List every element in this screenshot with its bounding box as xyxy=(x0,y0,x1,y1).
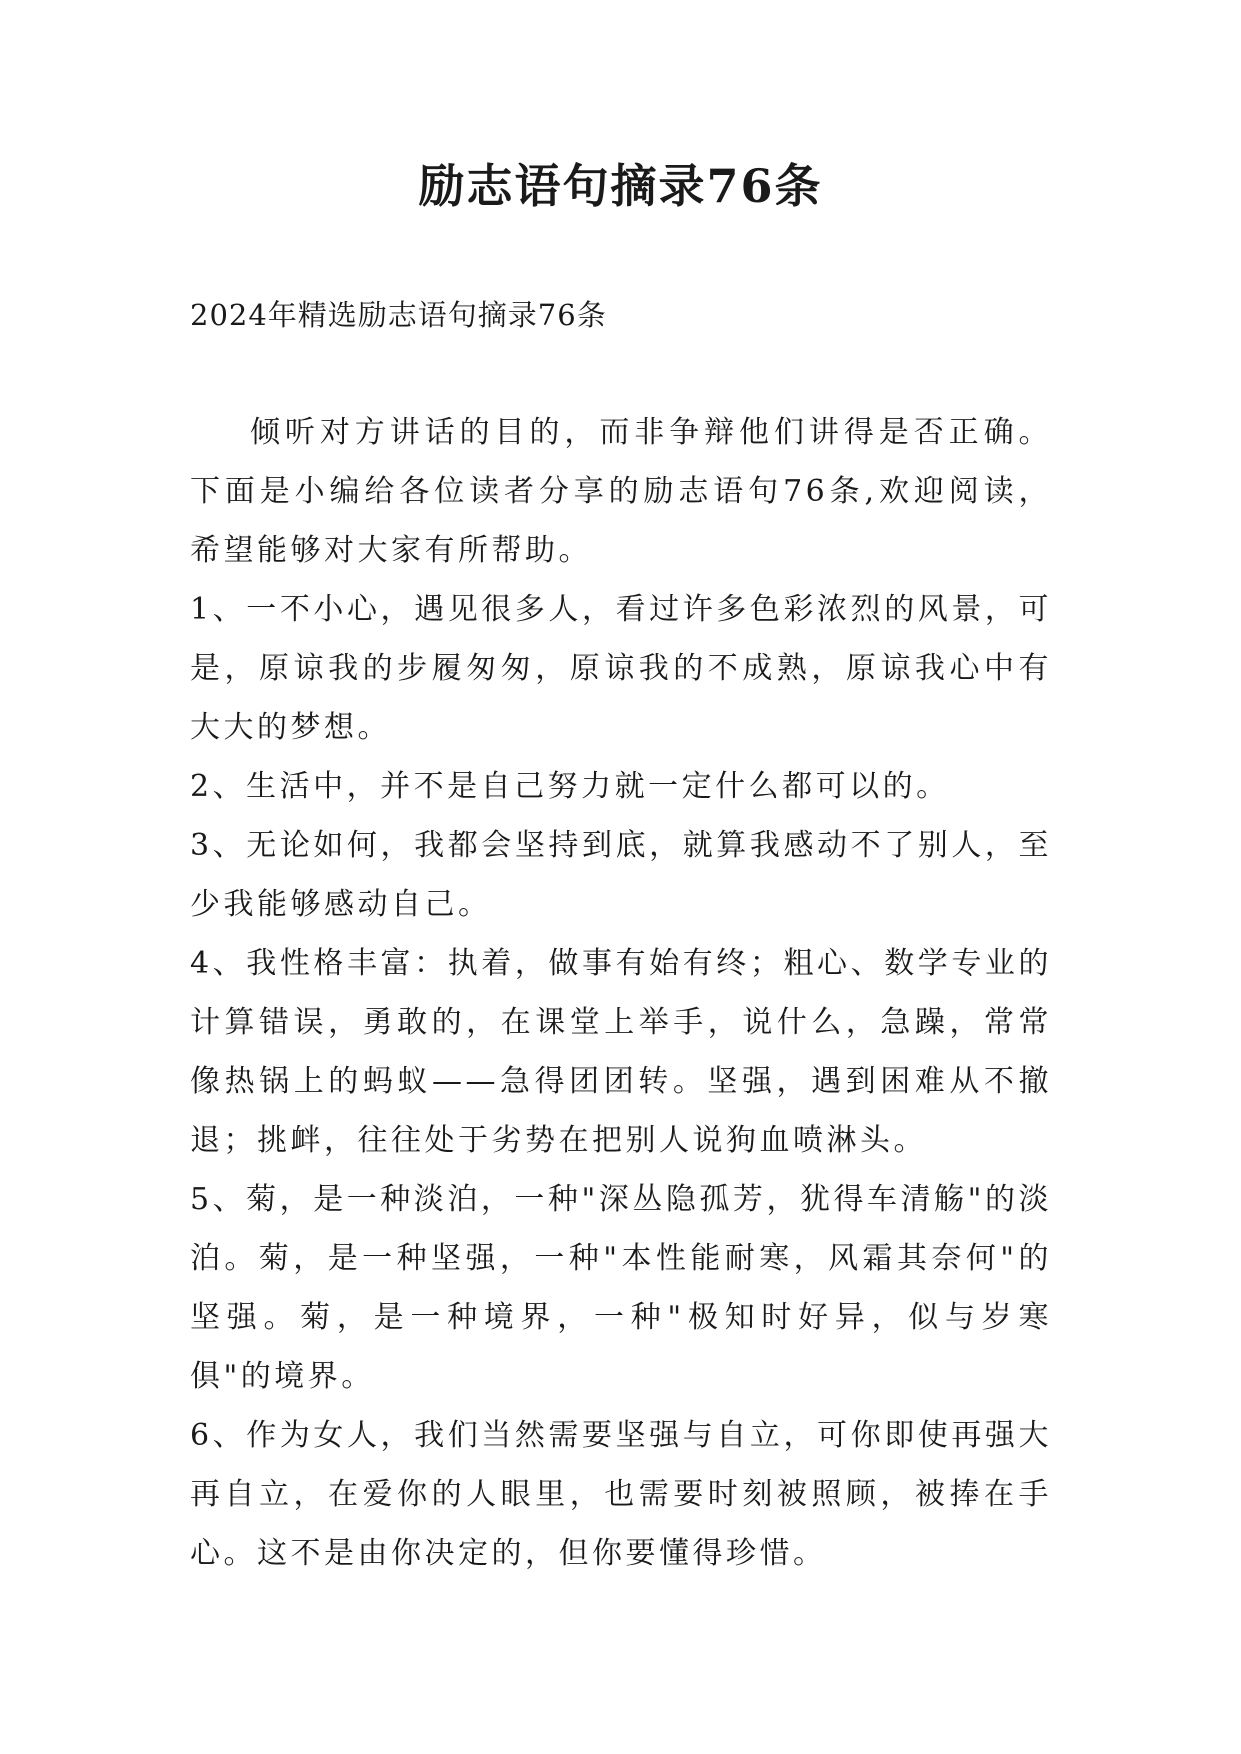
list-item: 4、我性格丰富：执着，做事有始有终；粗心、数学专业的计算错误，勇敢的，在课堂上举手，说什么，急躁，常常像热锅上的蚂蚁——急得团团转。坚强，遇到困难从不撤退；挑衅，往往处于劣势在把别人说狗血喷淋头。 xyxy=(190,946,1052,1158)
list-item: 5、菊，是一种淡泊，一种"深丛隐孤芳，犹得车清觞"的淡泊。菊，是一种坚强，一种"本性能耐寒，风霜其奈何"的坚强。菊，是一种境界，一种"极知时好异，似与岁寒俱"的境界。 xyxy=(190,1182,1052,1394)
list-item: 1、一不小心，遇见很多人，看过许多色彩浓烈的风景，可是，原谅我的步履匆匆，原谅我的不成熟，原谅我心中有大大的梦想。 xyxy=(190,592,1052,745)
document-body xyxy=(190,403,1052,1583)
list-item: 2、生活中，并不是自己努力就一定什么都可以的。 xyxy=(190,769,950,804)
list-item: 3、无论如何，我都会坚持到底，就算我感动不了别人，至少我能够感动自己。 xyxy=(190,828,1052,922)
list-item: 6、作为女人，我们当然需要坚强与自立，可你即使再强大再自立，在爱你的人眼里，也需要时刻被照顾，被捧在手心。这不是由你决定的，但你要懂得珍惜。 xyxy=(190,1418,1052,1571)
document-title: 励志语句摘录76条 xyxy=(418,159,823,213)
intro-paragraph: 倾听对方讲话的目的，而非争辩他们讲得是否正确。下面是小编给各位读者分享的励志语句76条,欢迎阅读，希望能够对大家有所帮助。 xyxy=(190,415,1052,568)
document-subtitle: 2024年精选励志语句摘录76条 xyxy=(190,298,607,332)
